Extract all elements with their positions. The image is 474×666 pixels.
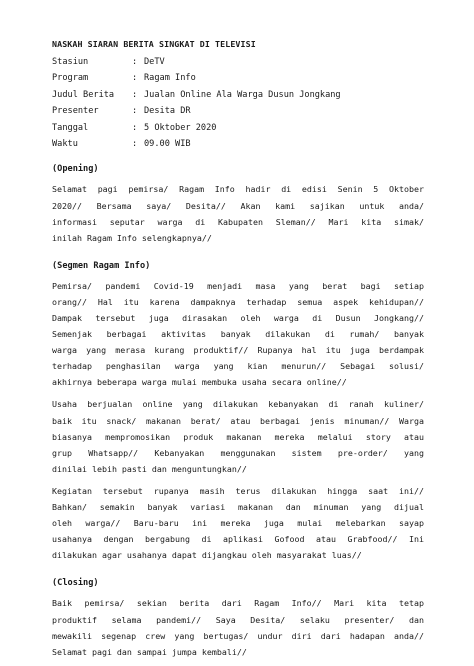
text-line: Kegiatan tersebut rupanya masih terus dilakukan hingga saat ini// <box>52 485 424 496</box>
closing-paragraph <box>52 595 424 659</box>
meta-label: Waktu <box>52 139 78 150</box>
meta-colon: : <box>132 139 138 150</box>
meta-label: Judul Berita <box>52 89 115 100</box>
text-line: produktif selama pandemi// Saya Desita/ selaku presenter/ dan <box>52 614 424 625</box>
meta-colon: : <box>132 73 138 84</box>
document-title: NASKAH SIARAN BERITA SINGKAT DI TELEVISI <box>52 39 256 49</box>
text-line: grup Whatsapp// Kebanyakan menggunakan sistem pre-order/ yang <box>52 447 424 458</box>
meta-value: Ragam Info <box>144 73 196 84</box>
segment-paragraph-1 <box>52 278 424 391</box>
text-line: inilah Ragam Info selengkapnya// <box>52 232 212 243</box>
opening-heading: (Opening) <box>52 164 99 175</box>
meta-row-program <box>52 70 424 86</box>
text-line: dinilai lebih pasti dan menguntungkan// <box>52 463 247 474</box>
meta-value: 5 Oktober 2020 <box>144 122 217 133</box>
text-line: Selamat pagi dan sampai jumpa kembali// <box>52 646 247 657</box>
text-line: Selamat pagi pemirsa/ Ragam Info hadir di edisi Senin 5 Oktober <box>52 184 424 195</box>
text-line: baik itu snack/ makanan berat/ atau berbagai jenis minuman// Warga <box>52 415 424 426</box>
text-line: biasanya mempromosikan produk makanan mereka melalui story atau <box>52 431 424 442</box>
text-line: informasi seputar warga di Kabupaten Sleman// Mari kita simak/ <box>52 216 424 227</box>
meta-row-news-title <box>52 87 424 103</box>
text-line: Semenjak berbagai aktivitas banyak dilakukan di rumah/ banyak <box>52 329 424 340</box>
meta-row-presenter <box>52 103 424 119</box>
text-line: dilakukan agar usahanya dapat dijangkau oleh masyarakat luas// <box>52 550 362 561</box>
meta-label: Program <box>52 73 89 84</box>
meta-label: Stasiun <box>52 57 89 67</box>
meta-value: Jualan Online Ala Warga Dusun Jongkang <box>144 89 341 100</box>
segment-heading: (Segmen Ragam Info) <box>52 260 151 271</box>
meta-row-date <box>52 120 424 136</box>
meta-label: Presenter <box>52 106 99 117</box>
segment-paragraph-2 <box>52 396 424 476</box>
text-line: Bahkan/ semakin banyak variasi makanan dan minuman yang dijual <box>52 502 424 513</box>
meta-colon: : <box>132 122 138 133</box>
meta-label: Tanggal <box>52 122 89 133</box>
meta-row-time <box>52 136 424 152</box>
text-line: warga yang merasa kurang produktif// Rupanya hal itu juga berdampak <box>52 345 424 356</box>
text-line: Baik pemirsa/ sekian berita dari Ragam Info// Mari kita tetap <box>52 598 424 609</box>
meta-value: 09.00 WIB <box>144 139 191 150</box>
text-line: mewakili segenap crew yang bertugas/ undur diri dari hadapan anda// <box>52 630 424 641</box>
broadcast-metadata <box>52 54 424 152</box>
text-line: orang// Hal itu karena dampaknya terhadap semua aspek kehidupan// <box>52 296 424 307</box>
meta-colon: : <box>132 106 138 117</box>
text-line: akhirnya beberapa warga mulai membuka usaha secara online// <box>52 377 347 388</box>
text-line: Dampak tersebut juga dirasakan oleh warga di Dusun Jongkang// <box>52 313 424 323</box>
segment-paragraph-3 <box>52 483 424 563</box>
closing-heading: (Closing) <box>52 578 99 589</box>
text-line: oleh warga// Baru-baru ini mereka juga mulai melebarkan sayap <box>52 518 424 529</box>
meta-colon: : <box>132 57 138 67</box>
text-line: 2020// Bersama saya/ Desita// Akan kami sajikan untuk anda/ <box>52 200 424 211</box>
meta-value: Desita DR <box>144 106 191 117</box>
meta-colon: : <box>132 89 138 100</box>
meta-value: DeTV <box>144 57 165 67</box>
meta-row-station <box>52 54 424 70</box>
text-line: Usaha berjualan online yang dilakukan kebanyakan di ranah kuliner/ <box>52 399 424 410</box>
script-document <box>52 38 424 666</box>
text-line: Pemirsa/ pandemi Covid-19 menjadi masa yang berat bagi setiap <box>52 280 424 291</box>
opening-paragraph <box>52 181 424 245</box>
text-line: terhadap penghasilan warga yang kian menurun// Sebagai solusi/ <box>52 361 424 372</box>
text-line: usahanya dengan bergabung di aplikasi Gofood atau Grabfood// Ini <box>52 534 424 545</box>
